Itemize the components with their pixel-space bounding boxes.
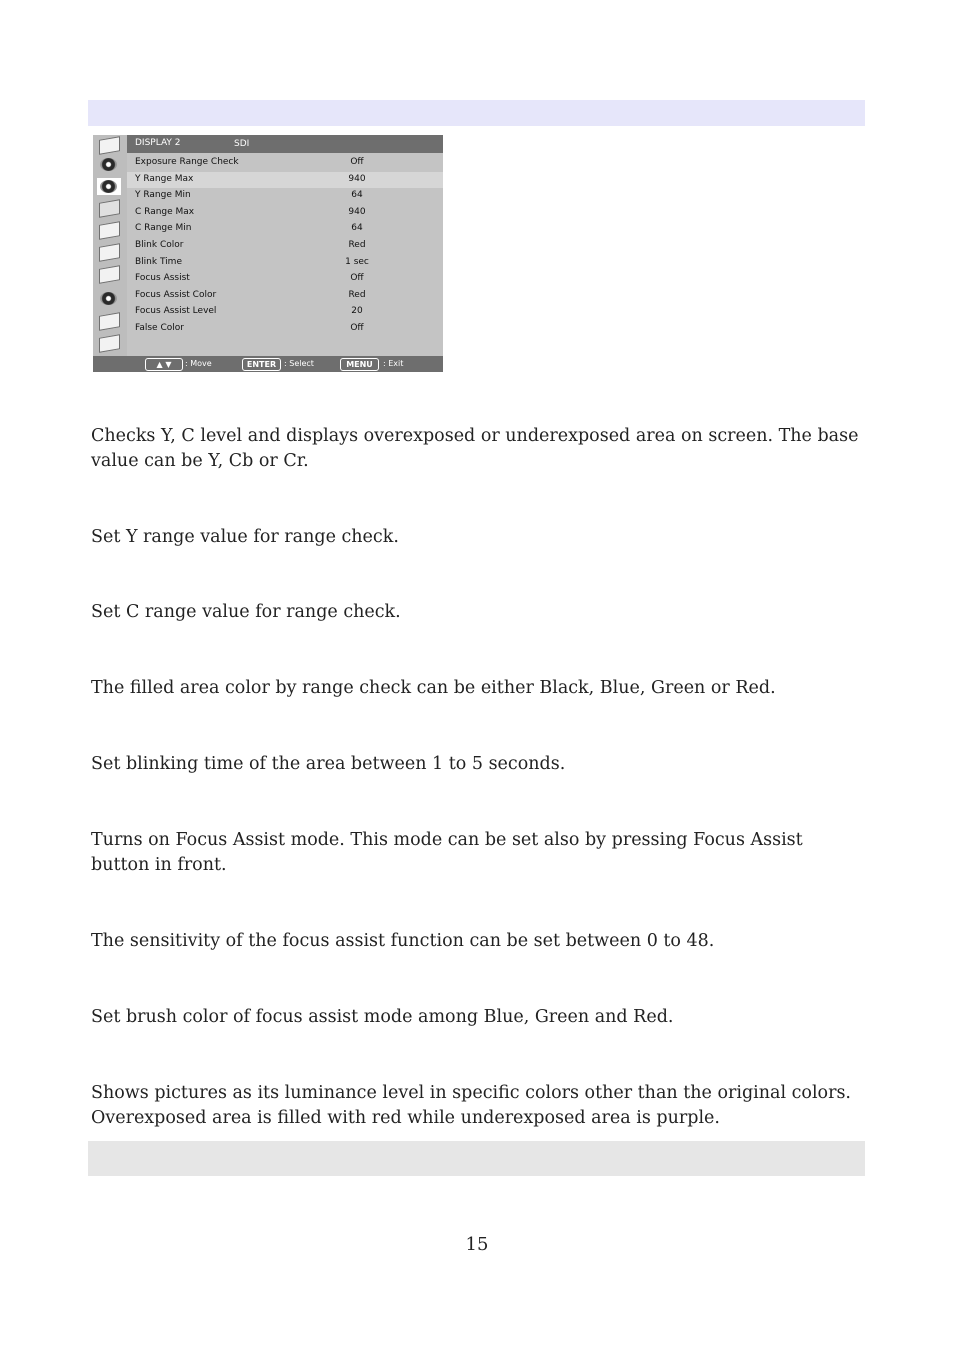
menu-item-false-color[interactable] [127, 321, 443, 338]
menu-item-exposure-range-check[interactable] [127, 155, 443, 172]
exit-hint: : Exit [383, 359, 404, 368]
menu-item-label: C Range Min [135, 223, 192, 234]
menu-header [127, 135, 443, 153]
paragraph-blink-color: The filled area color by range check can be either Black, Blue, Green or Red. [91, 678, 776, 698]
menu-icon-sidebar [93, 135, 127, 372]
menu-item-value: Off [350, 273, 364, 284]
paragraph-exposure-range-check: Checks Y, C level and displays overexposed or underexposed area on screen. The base value can be Y, Cb or Cr. [91, 426, 859, 471]
paragraph-blink-time: Set blinking time of the area between 1 to 5 seconds. [91, 754, 566, 774]
menu-item-label: Focus Assist Color [135, 289, 217, 300]
monitor-icon [97, 137, 121, 154]
menu-item-value: Red [348, 239, 366, 250]
menu-item-value: 64 [351, 190, 363, 201]
menu-item-label: Blink Color [135, 239, 184, 250]
display-icon [97, 244, 121, 261]
menu-item-value: 64 [351, 223, 363, 234]
menu-item-value: 1 sec [345, 256, 369, 267]
globe-icon [97, 313, 121, 330]
paragraph-focus-assist: Turns on Focus Assist mode. This mode can be set also by pressing Focus Assist button in front. [91, 830, 803, 875]
menu-item-value: 940 [348, 173, 366, 184]
menu-item-label: False Color [135, 322, 184, 333]
page-number: 15 [465, 1234, 489, 1255]
paragraph-false-color: Shows pictures as its luminance level in specific colors other than the original colors. Overexposed area is filled with red while underexposed area is purple. [91, 1083, 851, 1128]
menu-item-blink-time[interactable] [127, 255, 443, 272]
menu-item-focus-assist-level[interactable] [127, 304, 443, 321]
menu-item-label: Y Range Min [135, 190, 191, 201]
menu-item-label: Exposure Range Check [135, 157, 239, 167]
arrow-keys-icon: ▲ ▼ [145, 358, 183, 371]
menu-item-label: Focus Assist [135, 273, 190, 284]
tools-icon [97, 200, 121, 217]
gear-icon [97, 290, 121, 307]
menu-item-label: Blink Time [135, 256, 182, 267]
menu-item-value: Off [350, 157, 364, 167]
gear-icon [97, 178, 121, 195]
select-hint: : Select [284, 359, 314, 368]
menu-item-label: Focus Assist Level [135, 306, 217, 317]
paragraph-c-range: Set C range value for range check. [91, 602, 401, 622]
menu-title: DISPLAY 2 [135, 138, 181, 148]
paragraph-focus-assist-level: The sensitivity of the focus assist function can be set between 0 to 48. [91, 931, 715, 951]
enter-key-icon: ENTER [242, 358, 281, 371]
section-footer-bar [88, 1141, 865, 1176]
menu-subtitle: SDI [234, 139, 250, 149]
menu-item-value: 20 [351, 306, 363, 317]
menu-item-focus-assist-color[interactable] [127, 288, 443, 305]
menu-item-y-range-min[interactable] [127, 188, 443, 205]
gear-icon [97, 156, 121, 173]
paragraph-focus-assist-color: Set brush color of focus assist mode among Blue, Green and Red. [91, 1007, 674, 1027]
screen-icon [97, 222, 121, 239]
menu-footer [93, 356, 443, 372]
menu-item-value: Off [350, 322, 364, 333]
menu-screenshot [93, 135, 443, 372]
menu-item-y-range-max[interactable] [127, 172, 443, 189]
menu-item-c-range-max[interactable] [127, 205, 443, 222]
menu-item-value: Red [348, 289, 366, 300]
menu-item-focus-assist[interactable] [127, 271, 443, 288]
menu-list [127, 155, 443, 338]
menu-item-value: 940 [348, 206, 366, 217]
section-header-bar [88, 100, 865, 126]
menu-item-c-range-min[interactable] [127, 221, 443, 238]
move-hint: : Move [185, 359, 212, 368]
menu-item-blink-color[interactable] [127, 238, 443, 255]
menu-key-icon: MENU [340, 358, 379, 371]
folder-icon [97, 335, 121, 352]
document-icon [97, 266, 121, 283]
paragraph-y-range: Set Y range value for range check. [91, 527, 399, 547]
menu-item-label: Y Range Max [135, 173, 194, 184]
menu-item-label: C Range Max [135, 206, 195, 217]
